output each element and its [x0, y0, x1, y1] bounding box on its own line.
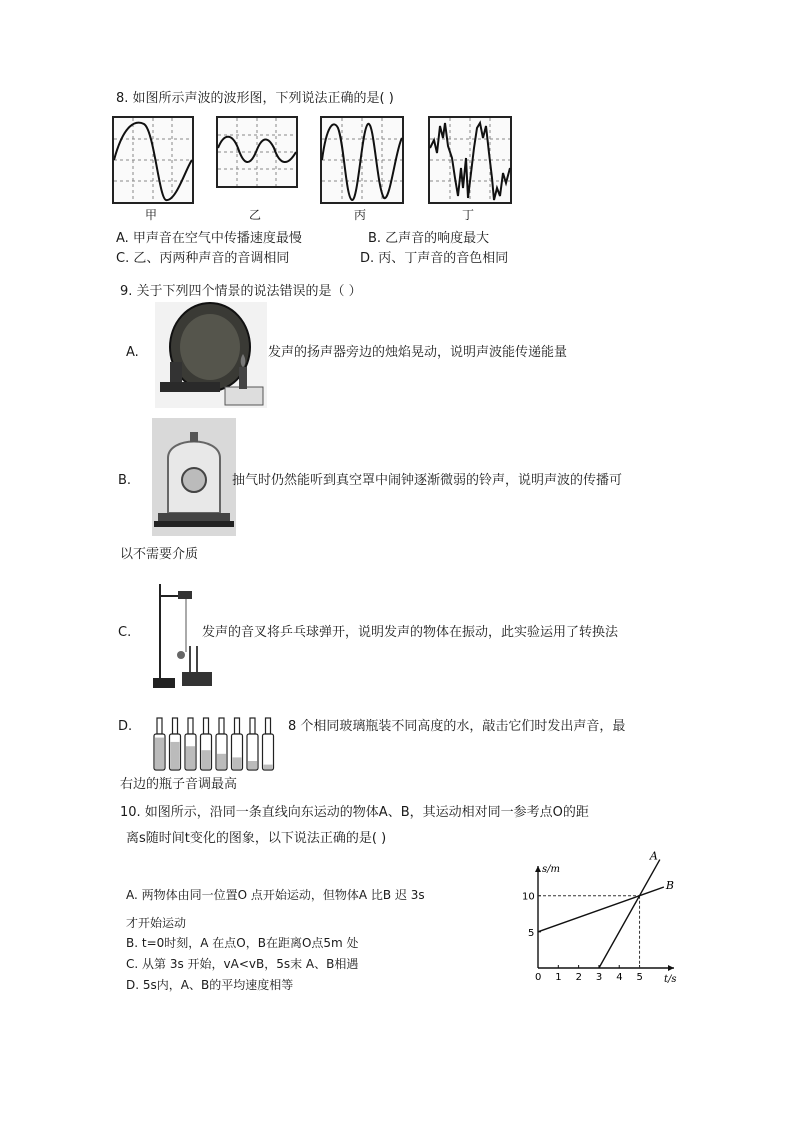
q8-option-a: A. 甲声音在空气中传播速度最慢	[116, 231, 302, 246]
s-t-chart	[520, 849, 680, 988]
x-tick-label: 4	[616, 972, 623, 983]
q9-b-text: 抽气时仍然能听到真空罩中闹钟逐渐微弱的铃声，说明声波的传播可	[232, 473, 623, 488]
x-tick-label: 2	[575, 972, 582, 983]
wave-yi	[216, 116, 298, 188]
bottle	[216, 718, 227, 770]
q9-a-text: 发声的扬声器旁边的烛焰晃动，说明声波能传递能量	[268, 345, 568, 360]
series-b-line	[538, 887, 664, 932]
q9-b-text-cont: 以不需要介质	[120, 547, 199, 562]
bell-jar-image	[152, 418, 236, 536]
bottle	[263, 718, 274, 770]
bottle	[247, 718, 258, 770]
q9-stem: 9. 关于下列四个情景的说法错误的是（ ）	[120, 284, 362, 299]
x-tick-label: 0	[535, 972, 542, 983]
q10-stem-line1: 10. 如图所示，沿同一条直线向东运动的物体A、B，其运动相对同一参考点O的距	[120, 805, 589, 820]
q9-d-letter: D.	[118, 719, 133, 734]
q8-stem: 8. 如图所示声波的波形图，下列说法正确的是( )	[116, 91, 394, 106]
q8-option-d: D. 丙、丁声音的音色相同	[360, 251, 509, 266]
label-ding: 丁	[461, 208, 474, 222]
bottles-image	[150, 714, 280, 774]
bottle	[185, 718, 196, 770]
label-jia: 甲	[144, 208, 157, 222]
q9-c-text: 发声的音叉将乒乓球弹开，说明发声的物体在振动，此实验运用了转换法	[202, 625, 619, 640]
q9-b-letter: B.	[118, 473, 132, 488]
y-tick-label: 5	[528, 927, 535, 939]
bottle	[201, 718, 212, 770]
q8-option-b: B. 乙声音的响度最大	[368, 231, 490, 246]
wave-yi-plot	[218, 118, 296, 186]
series-a-label: A	[649, 849, 658, 863]
y-axis-label: s/m	[542, 864, 560, 875]
speaker-candle-image	[155, 302, 267, 408]
bottle	[154, 718, 165, 770]
wave-ding-plot	[430, 118, 510, 202]
q9-d-text-cont: 右边的瓶子音调最高	[120, 777, 238, 792]
wave-jia-plot	[114, 118, 192, 202]
x-axis-label: t/s	[664, 974, 677, 985]
label-yi: 乙	[248, 208, 261, 222]
q10-option-b: B. t=0时刻，A 在点O，B在距离O点5m 处	[126, 936, 359, 950]
x-tick-label: 3	[595, 972, 603, 983]
q9-d-text: 8 个相同玻璃瓶装不同高度的水，敲击它们时发出声音，最	[288, 719, 626, 734]
series-b-label: B	[665, 879, 675, 893]
y-tick-label: 10	[522, 891, 535, 903]
wave-jia	[112, 116, 194, 204]
q10-option-a-line2: 才开始运动	[126, 916, 187, 930]
x-tick-label: 5	[636, 972, 643, 983]
x-tick-label: 1	[555, 972, 562, 983]
q9-c-letter: C.	[118, 625, 132, 640]
label-bing: 丙	[353, 208, 366, 222]
x-axis-arrow	[668, 965, 674, 971]
q9-a-letter: A.	[126, 345, 139, 360]
q8-option-c: C. 乙、丙两种声音的音调相同	[116, 251, 290, 266]
wave-bing-plot	[322, 118, 402, 202]
q10-option-d: D. 5s内，A、B的平均速度相等	[126, 978, 294, 992]
q10-stem-line2: 离s随时间t变化的图象，以下说法正确的是( )	[126, 831, 387, 846]
y-axis-arrow	[535, 866, 541, 872]
q10-option-c: C. 从第 3s 开始，vA<vB，5s末 A、B相遇	[126, 957, 359, 971]
bottle	[170, 718, 181, 770]
wave-ding	[428, 116, 512, 204]
series-a-line	[599, 860, 660, 968]
q10-option-a-line1: A. 两物体由同一位置O 点开始运动，但物体A 比B 迟 3s	[126, 888, 425, 902]
wave-bing	[320, 116, 404, 204]
bottle	[232, 718, 243, 770]
